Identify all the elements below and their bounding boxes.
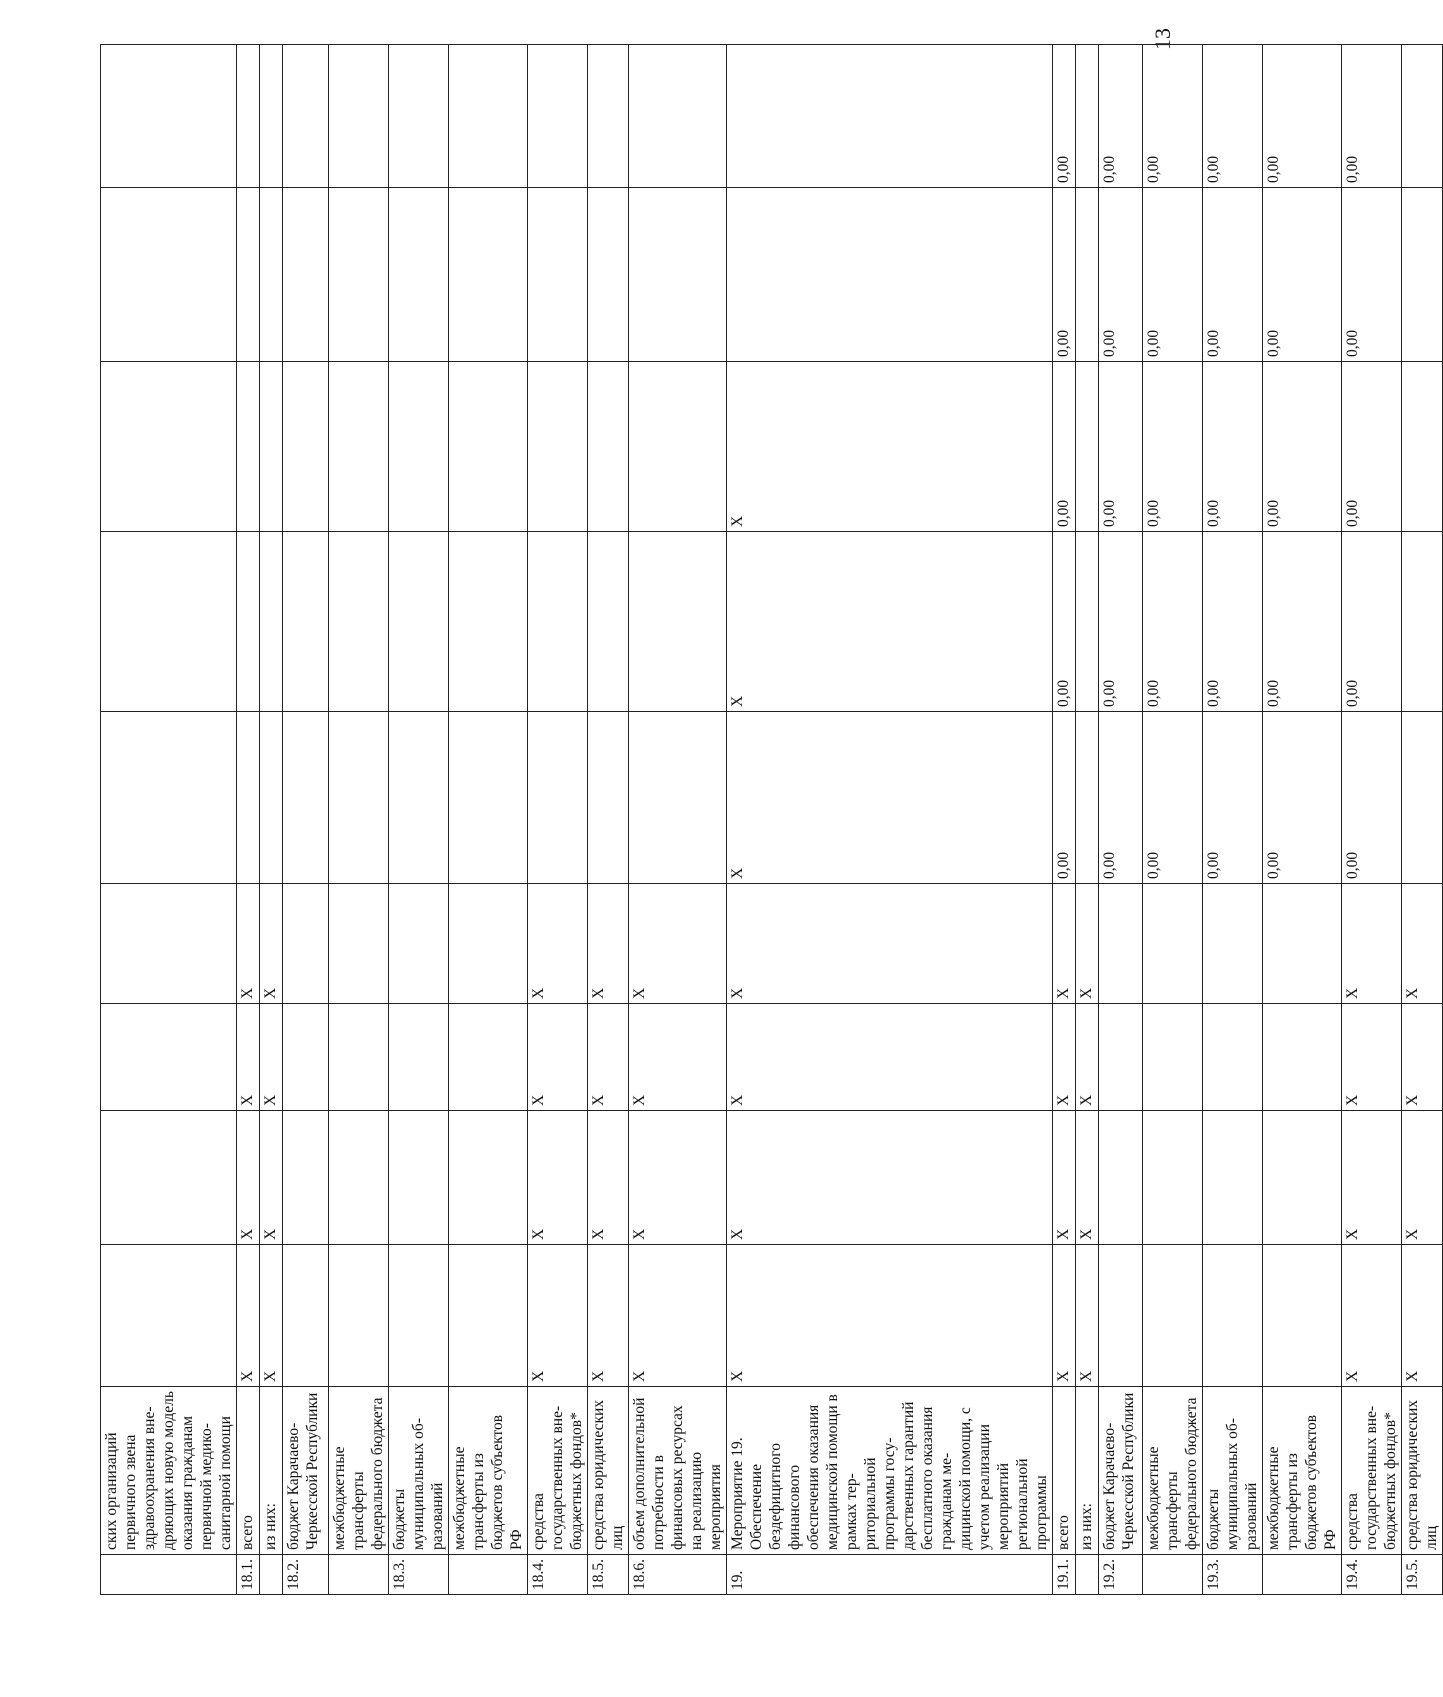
value-cell (528, 712, 588, 884)
value-cell: 0,00 (1263, 188, 1342, 362)
row-description-cell: межбюджетные трансферты из бюджетов субъектов РФ (449, 1387, 528, 1555)
value-cell: 0,00 (1203, 532, 1263, 712)
value-cell: X (727, 1004, 1053, 1111)
table-body (101, 45, 1443, 1595)
value-cell (449, 1004, 528, 1111)
row-number-cell (260, 1555, 283, 1595)
row-description-cell: бюджет Карачаево-Черкесской Республики (1099, 1387, 1143, 1555)
value-cell (389, 362, 449, 532)
table-row (389, 45, 449, 1595)
value-cell: X (629, 1245, 727, 1387)
row-description-cell: межбюджетные трансферты федерального бюджета (329, 1387, 389, 1555)
value-cell: X (1402, 884, 1443, 1004)
row-description-cell: ских организаций первичного звена здравоохранения внедряющих новую модель оказания гражданам первичной медико-санитарной помощи (101, 1387, 237, 1555)
row-number-cell (1076, 1555, 1099, 1595)
value-cell: X (260, 1245, 283, 1387)
value-cell (389, 532, 449, 712)
value-cell (1099, 1111, 1143, 1245)
value-cell (389, 188, 449, 362)
value-cell (449, 1111, 528, 1245)
value-cell (329, 884, 389, 1004)
value-cell (260, 532, 283, 712)
table-row (1402, 45, 1443, 1595)
value-cell (1203, 1245, 1263, 1387)
value-cell: 0,00 (1053, 712, 1076, 884)
table-row (588, 45, 629, 1595)
row-number-cell: 19.4. (1342, 1555, 1402, 1595)
table-row (260, 45, 283, 1595)
value-cell: X (727, 884, 1053, 1004)
value-cell: X (528, 1111, 588, 1245)
table-row (1099, 45, 1143, 1595)
row-number-cell: 19.3. (1203, 1555, 1263, 1595)
value-cell (101, 188, 237, 362)
value-cell (260, 45, 283, 188)
value-cell (1076, 532, 1099, 712)
value-cell (101, 1245, 237, 1387)
row-description-cell: бюджет Карачаево-Черкесской Республики (283, 1387, 329, 1555)
value-cell (528, 532, 588, 712)
value-cell: 0,00 (1099, 712, 1143, 884)
value-cell: X (1342, 1004, 1402, 1111)
value-cell: X (1053, 884, 1076, 1004)
value-cell (1402, 532, 1443, 712)
table-row (329, 45, 389, 1595)
table-row (629, 45, 727, 1595)
value-cell (237, 45, 260, 188)
value-cell (588, 532, 629, 712)
value-cell (1402, 188, 1443, 362)
value-cell: X (1076, 1111, 1099, 1245)
row-description-cell: средства юридических лиц (588, 1387, 629, 1555)
value-cell (1143, 1111, 1203, 1245)
funding-table (100, 44, 1443, 1595)
value-cell (1263, 1004, 1342, 1111)
table-row (1053, 45, 1076, 1595)
row-description-cell: межбюджетные трансферты федерального бюджета (1143, 1387, 1203, 1555)
value-cell (101, 1111, 237, 1245)
row-number-cell: 19.5. (1402, 1555, 1443, 1595)
value-cell (283, 45, 329, 188)
table-row (1342, 45, 1402, 1595)
value-cell (629, 532, 727, 712)
value-cell (329, 362, 389, 532)
page-number: 13 (1150, 28, 1175, 50)
value-cell: X (237, 884, 260, 1004)
value-cell (1099, 1245, 1143, 1387)
value-cell: 0,00 (1203, 362, 1263, 532)
value-cell (260, 362, 283, 532)
value-cell (629, 45, 727, 188)
row-description-cell: из них: (260, 1387, 283, 1555)
value-cell (1076, 362, 1099, 532)
value-cell: 0,00 (1099, 188, 1143, 362)
value-cell (101, 532, 237, 712)
value-cell (101, 884, 237, 1004)
value-cell: X (588, 1245, 629, 1387)
value-cell: 0,00 (1099, 45, 1143, 188)
rotated-table-container (100, 45, 1440, 1595)
row-description-cell: межбюджетные трансферты из бюджетов субъектов РФ (1263, 1387, 1342, 1555)
row-number-cell (1143, 1555, 1203, 1595)
value-cell (283, 362, 329, 532)
row-description-cell: всего (1053, 1387, 1076, 1555)
value-cell (329, 188, 389, 362)
row-description-cell: Мероприятие 19. Обеспечение бездефицитного финансового обеспечения оказания медицинской помощи в рамках территориальной программы государственных гарантий бесплатного оказания гражданам медицинской помощи, с учетом реализации мероприятий региональной программы (727, 1387, 1053, 1555)
value-cell (1143, 1245, 1203, 1387)
value-cell (449, 362, 528, 532)
value-cell (629, 712, 727, 884)
value-cell: 0,00 (1342, 532, 1402, 712)
value-cell: 0,00 (1053, 188, 1076, 362)
value-cell (329, 712, 389, 884)
value-cell (283, 1004, 329, 1111)
value-cell: 0,00 (1263, 45, 1342, 188)
row-description-cell: объем дополнительной потребности в финансовых ресурсах на реализацию мероприятия (629, 1387, 727, 1555)
value-cell (237, 362, 260, 532)
value-cell (260, 188, 283, 362)
value-cell: X (1342, 1245, 1402, 1387)
value-cell (260, 712, 283, 884)
value-cell: X (1053, 1111, 1076, 1245)
value-cell: X (588, 1004, 629, 1111)
value-cell: X (1076, 1004, 1099, 1111)
value-cell (1099, 1004, 1143, 1111)
value-cell: X (727, 1245, 1053, 1387)
value-cell: 0,00 (1099, 532, 1143, 712)
value-cell (449, 884, 528, 1004)
value-cell (1402, 712, 1443, 884)
value-cell: 0,00 (1203, 45, 1263, 188)
table-row (727, 45, 1053, 1595)
row-description-cell: всего (237, 1387, 260, 1555)
value-cell: X (237, 1245, 260, 1387)
row-number-cell (1263, 1555, 1342, 1595)
value-cell (1402, 45, 1443, 188)
row-description-cell: средства государственных внебюджетных фондов* (1342, 1387, 1402, 1555)
row-number-cell: 18.5. (588, 1555, 629, 1595)
value-cell (588, 45, 629, 188)
value-cell (283, 532, 329, 712)
value-cell: X (528, 1245, 588, 1387)
value-cell: X (1076, 1245, 1099, 1387)
value-cell: X (260, 1004, 283, 1111)
table-row (237, 45, 260, 1595)
value-cell (1263, 1245, 1342, 1387)
value-cell (727, 45, 1053, 188)
value-cell: X (260, 1111, 283, 1245)
value-cell (1263, 1111, 1342, 1245)
value-cell (237, 188, 260, 362)
value-cell (389, 45, 449, 188)
value-cell (1076, 188, 1099, 362)
value-cell: 0,00 (1053, 362, 1076, 532)
row-description-cell: бюджеты муниципальных образований (1203, 1387, 1263, 1555)
value-cell: 0,00 (1143, 712, 1203, 884)
value-cell: X (629, 1111, 727, 1245)
row-number-cell: 18.4. (528, 1555, 588, 1595)
value-cell (237, 712, 260, 884)
row-number-cell: 19.1. (1053, 1555, 1076, 1595)
value-cell (389, 1111, 449, 1245)
value-cell (449, 45, 528, 188)
value-cell (283, 1111, 329, 1245)
value-cell: 0,00 (1342, 45, 1402, 188)
value-cell: 0,00 (1342, 188, 1402, 362)
row-number-cell: 18.1. (237, 1555, 260, 1595)
value-cell (1076, 712, 1099, 884)
table-row (283, 45, 329, 1595)
value-cell (1203, 884, 1263, 1004)
value-cell (329, 1111, 389, 1245)
row-number-cell (101, 1555, 237, 1595)
value-cell (329, 532, 389, 712)
value-cell (727, 188, 1053, 362)
value-cell (449, 712, 528, 884)
value-cell (329, 1004, 389, 1111)
value-cell: X (1342, 1111, 1402, 1245)
value-cell: 0,00 (1053, 45, 1076, 188)
value-cell (389, 884, 449, 1004)
value-cell: X (260, 884, 283, 1004)
value-cell (1402, 362, 1443, 532)
value-cell (283, 1245, 329, 1387)
value-cell (1263, 884, 1342, 1004)
table-row (449, 45, 528, 1595)
value-cell: 0,00 (1203, 188, 1263, 362)
value-cell: X (1402, 1111, 1443, 1245)
value-cell: 0,00 (1263, 362, 1342, 532)
value-cell (101, 712, 237, 884)
row-number-cell: 19.2. (1099, 1555, 1143, 1595)
value-cell: 0,00 (1143, 362, 1203, 532)
value-cell (528, 45, 588, 188)
value-cell: X (528, 884, 588, 1004)
value-cell (1076, 45, 1099, 188)
value-cell: 0,00 (1263, 532, 1342, 712)
value-cell: X (1402, 1004, 1443, 1111)
value-cell: 0,00 (1143, 45, 1203, 188)
value-cell (1203, 1004, 1263, 1111)
value-cell (528, 362, 588, 532)
value-cell (588, 362, 629, 532)
row-number-cell: 18.6. (629, 1555, 727, 1595)
value-cell (629, 362, 727, 532)
table-row (1076, 45, 1099, 1595)
row-number-cell: 19. (727, 1555, 1053, 1595)
row-description-cell: бюджеты муниципальных образований (389, 1387, 449, 1555)
value-cell: X (1342, 884, 1402, 1004)
value-cell (1099, 884, 1143, 1004)
value-cell: X (1053, 1245, 1076, 1387)
value-cell: X (237, 1111, 260, 1245)
row-description-cell: из них: (1076, 1387, 1099, 1555)
row-description-cell: средства юридических лиц (1402, 1387, 1443, 1555)
value-cell: 0,00 (1099, 362, 1143, 532)
value-cell: 0,00 (1143, 188, 1203, 362)
table-row (1203, 45, 1263, 1595)
value-cell (283, 712, 329, 884)
value-cell: X (1402, 1245, 1443, 1387)
value-cell (588, 188, 629, 362)
table-row (528, 45, 588, 1595)
value-cell: 0,00 (1342, 712, 1402, 884)
value-cell (283, 188, 329, 362)
value-cell (329, 45, 389, 188)
value-cell (449, 1245, 528, 1387)
row-description-cell: средства государственных внебюджетных фондов* (528, 1387, 588, 1555)
value-cell: 0,00 (1342, 362, 1402, 532)
value-cell: X (727, 362, 1053, 532)
value-cell (329, 1245, 389, 1387)
value-cell: X (727, 712, 1053, 884)
row-number-cell: 18.2. (283, 1555, 329, 1595)
value-cell (449, 188, 528, 362)
value-cell: X (629, 1004, 727, 1111)
value-cell (389, 712, 449, 884)
table-row (1263, 45, 1342, 1595)
value-cell: X (588, 884, 629, 1004)
value-cell: X (727, 532, 1053, 712)
value-cell (528, 188, 588, 362)
value-cell: X (588, 1111, 629, 1245)
value-cell: X (1076, 884, 1099, 1004)
value-cell (101, 45, 237, 188)
value-cell (629, 188, 727, 362)
value-cell (237, 532, 260, 712)
value-cell: 0,00 (1053, 532, 1076, 712)
value-cell: X (727, 1111, 1053, 1245)
value-cell (1143, 884, 1203, 1004)
value-cell: 0,00 (1263, 712, 1342, 884)
value-cell (389, 1245, 449, 1387)
table-row (1143, 45, 1203, 1595)
value-cell: X (1053, 1004, 1076, 1111)
value-cell: X (629, 884, 727, 1004)
value-cell: X (237, 1004, 260, 1111)
row-number-cell: 18.3. (389, 1555, 449, 1595)
value-cell (283, 884, 329, 1004)
value-cell (588, 712, 629, 884)
value-cell: 0,00 (1143, 532, 1203, 712)
value-cell (101, 362, 237, 532)
value-cell: X (528, 1004, 588, 1111)
table-row (101, 45, 237, 1595)
value-cell: 0,00 (1203, 712, 1263, 884)
row-number-cell (329, 1555, 389, 1595)
row-number-cell (449, 1555, 528, 1595)
value-cell (1143, 1004, 1203, 1111)
value-cell (1203, 1111, 1263, 1245)
value-cell (389, 1004, 449, 1111)
value-cell (449, 532, 528, 712)
value-cell (101, 1004, 237, 1111)
